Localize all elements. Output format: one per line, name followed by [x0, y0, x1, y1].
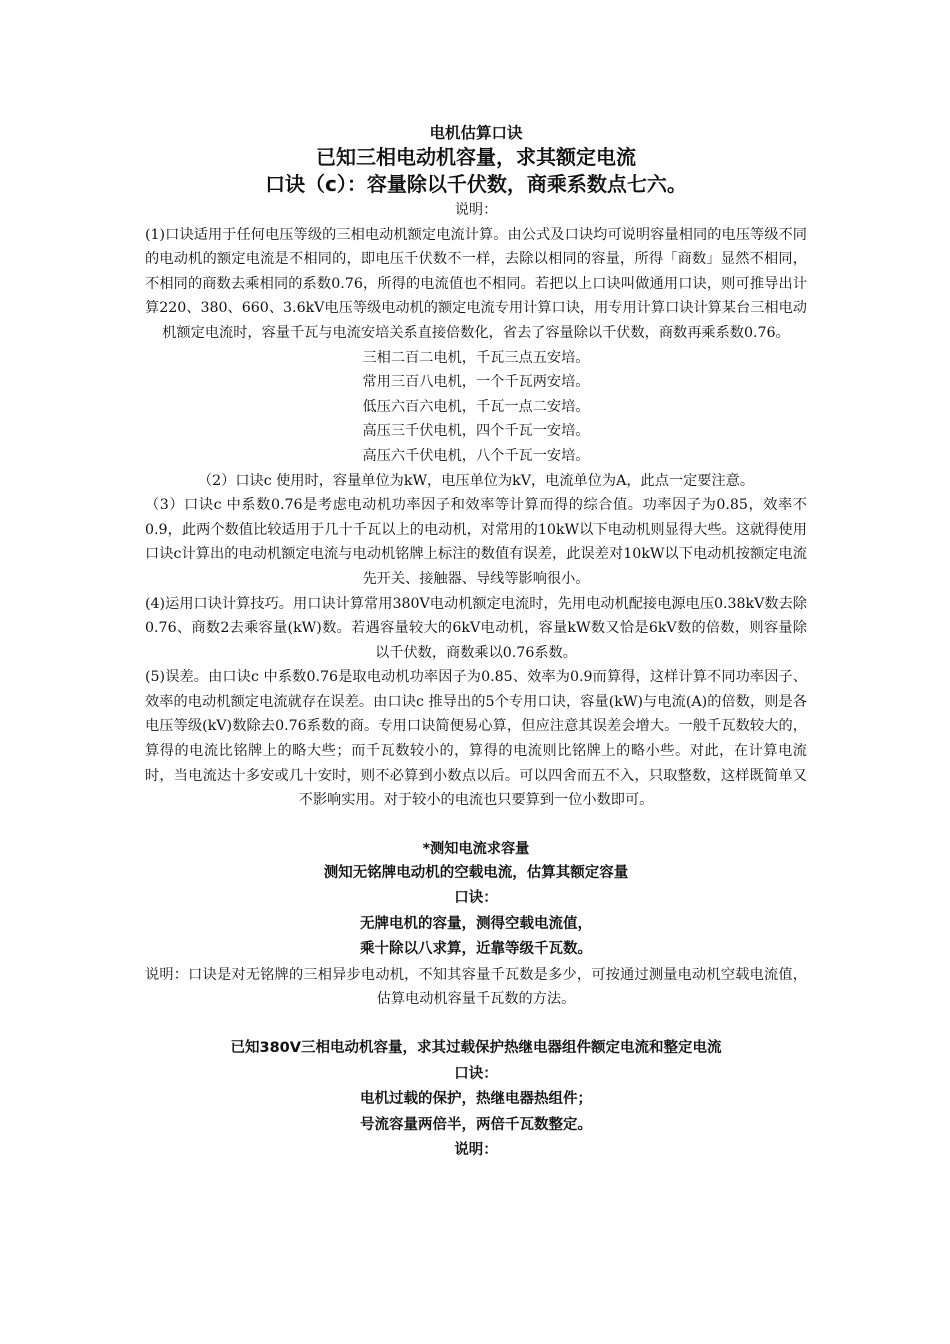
verse-line: 三相二百二电机，千瓦三点五安培。	[362, 349, 590, 366]
section-current-to-capacity	[145, 837, 807, 1012]
section3-rhyme-line: 号流容量两倍半，两倍千瓦数整定。	[360, 1116, 592, 1133]
section2-rhyme-line: 无牌电机的容量，测得空载电流值，	[360, 915, 592, 932]
verse-line: 低压六百六电机，千瓦一点二安培。	[362, 398, 590, 415]
doc-title: 电机估算口诀	[429, 124, 523, 142]
section-thermal-relay	[145, 1036, 807, 1164]
paragraph-2: （2）口诀c 使用时，容量单位为kW，电压单位为kV，电流单位为A，此点一定要注意。	[197, 472, 755, 489]
verse-list	[145, 346, 807, 469]
section3-rhyme-line: 电机过载的保护，热继电器热组件；	[360, 1091, 592, 1108]
verse-line: 常用三百八电机，一个千瓦两安培。	[362, 374, 590, 391]
section3-title: 已知380V三相电动机容量，求其过载保护热继电器组件额定电流和整定电流	[230, 1040, 722, 1057]
verse-line: 高压三千伏电机，四个千瓦一安培。	[362, 423, 590, 440]
section2-subtitle: 测知无铭牌电动机的空载电流，估算其额定容量	[323, 864, 629, 881]
paragraph-1: (1)口诀适用于任何电压等级的三相电动机额定电流计算。由公式及口诀均可说明容量相同的电压等级不同的电动机的额定电流是不相同的，即电压千伏数不一样，去除以相同的容量，所得「商数」显然不相同，不相同的商数去乘相同的系数0.76，所得的电流值也不相同。若把以上口诀叫做通用口诀，则可推导出计算220、380、660、3.6kV电压等级电动机的额定电流专用计算口诀，用专用计算口诀计算某台三相电动机额定电流时，容量千瓦与电流安培关系直接倍数化，省去了容量除以千伏数，商数再乘系数0.76。	[145, 226, 807, 341]
paragraph-5: (5)误差。由口诀c 中系数0.76是取电动机功率因子为0.85、效率为0.9而算得，这样计算不同功率因子、效率的电动机额定电流就存在误差。由口诀c 推导出的5个专用口诀，容量(kW)与电流(A)的倍数，则是各电压等级(kV)数除去0.76系数的商。专用口诀简便易心算，但应注意其误差会增大。一般千瓦数较大的，算得的电流比铭牌上的略大些；而千瓦数较小的，算得的电流则比铭牌上的略小些。对此，在计算电流时，当电流达十多安或几十安时，则不必算到小数点以后。可以四舍而五不入，只取整数，这样既简单又不影响实用。对于较小的电流也只要算到一位小数即可。	[145, 669, 807, 809]
section2-rhyme-label: 口诀：	[454, 890, 498, 907]
document-page	[145, 122, 807, 1164]
section3-rhyme-label: 口诀：	[454, 1065, 498, 1082]
paragraph-4: (4)运用口诀计算技巧。用口诀计算常用380V电动机额定电流时，先用电动机配接电源电压0.38kV数去除0.76、商数2去乘容量(kW)数。若遇容量较大的6kV电动机，容量kW数又恰是6kV数的倍数，则容量除以千伏数，商数乘以0.76系数。	[145, 595, 807, 661]
explain-label: 说明：	[454, 202, 498, 218]
section3-explain-label: 说明：	[454, 1142, 498, 1159]
paragraph-3: （3）口诀c 中系数0.76是考虑电动机功率因子和效率等计算而得的综合值。功率因子为0.85，效率不0.9，此两个数值比较适用于几十千瓦以上的电动机，对常用的10kW以下电动机则显得大些。这就得使用口诀c计算出的电动机额定电流与电动机铭牌上标注的数值有误差，此误差对10kW以下电动机按额定电流先开关、接触器、导线等影响很小。	[145, 497, 807, 587]
verse-line: 高压六千伏电机，八个千瓦一安培。	[362, 447, 590, 464]
section2-rhyme-line: 乘十除以八求算，近靠等级千瓦数。	[360, 941, 592, 958]
section2-title: *测知电流求容量	[422, 840, 530, 857]
section2-note: 说明：口诀是对无铭牌的三相异步电动机，不知其容量千瓦数是多少，可按通过测量电动机空载电流值，估算电动机容量千瓦数的方法。	[145, 966, 807, 1008]
heading-formula: 口诀（c）：容量除以千伏数，商乘系数点七六。	[265, 172, 687, 196]
heading-rated-current: 已知三相电动机容量，求其额定电流	[316, 145, 636, 169]
